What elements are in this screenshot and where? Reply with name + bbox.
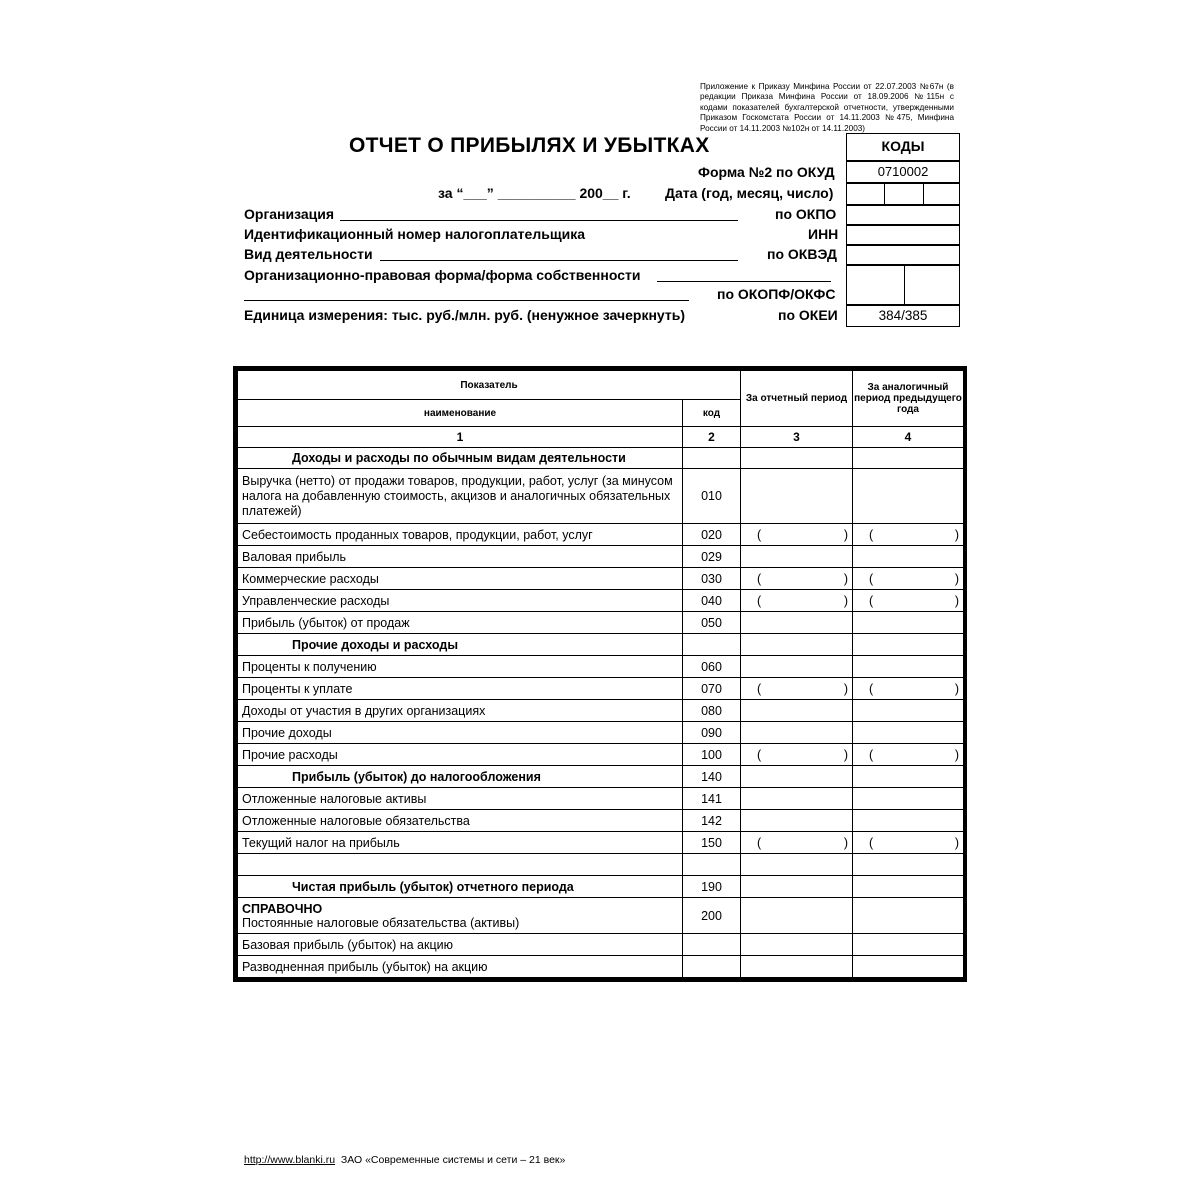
- row-name: Валовая прибыль: [238, 546, 683, 568]
- legal-form-label: Организационно-правовая форма/форма собственности: [244, 267, 641, 283]
- table-row: [238, 612, 964, 634]
- inn-full-label: Идентификационный номер налогоплательщика: [244, 226, 586, 242]
- form-title: ОТЧЕТ О ПРИБЫЛЯХ И УБЫТКАХ: [349, 134, 710, 157]
- previous-period-cell[interactable]: [853, 700, 964, 722]
- current-period-cell[interactable]: [741, 469, 853, 524]
- row-code: [683, 956, 741, 978]
- row-name: Себестоимость проданных товаров, продукции, работ, услуг: [238, 524, 683, 546]
- okopf-label: по ОКОПФ/ОКФС: [717, 286, 836, 302]
- previous-period-cell[interactable]: [853, 656, 964, 678]
- previous-period-cell[interactable]: [853, 448, 964, 469]
- current-period-cell[interactable]: [741, 546, 853, 568]
- row-code: 100: [683, 744, 741, 766]
- paren-open: (: [869, 527, 874, 542]
- code-header: код: [683, 400, 741, 427]
- previous-period-cell[interactable]: [853, 832, 964, 854]
- row-name: Проценты к уплате: [238, 678, 683, 700]
- period-line: за “___” __________ 200__ г.: [438, 185, 631, 201]
- table-row: [238, 722, 964, 744]
- current-period-cell[interactable]: [741, 766, 853, 788]
- paren-open: (: [869, 747, 874, 762]
- okopf-field[interactable]: [846, 265, 960, 305]
- paren-close: ): [843, 571, 848, 586]
- activity-label: Вид деятельности: [244, 246, 373, 262]
- previous-period-cell[interactable]: [853, 612, 964, 634]
- row-code: 060: [683, 656, 741, 678]
- table-row: [238, 956, 964, 978]
- row-name: Чистая прибыль (убыток) отчетного периода: [238, 876, 683, 898]
- row-name: Проценты к получению: [238, 656, 683, 678]
- inn-label: ИНН: [808, 226, 839, 242]
- previous-period-cell[interactable]: [853, 788, 964, 810]
- paren-close: ): [843, 747, 848, 762]
- previous-period-cell[interactable]: [853, 898, 964, 934]
- previous-period-cell[interactable]: [853, 469, 964, 524]
- okei-value: 384/385: [846, 305, 960, 327]
- previous-period-cell[interactable]: [853, 546, 964, 568]
- row-code: 150: [683, 832, 741, 854]
- current-period-cell[interactable]: [741, 956, 853, 978]
- table-row: [238, 744, 964, 766]
- table-row: [238, 524, 964, 546]
- date-field[interactable]: [846, 183, 960, 205]
- current-period-cell[interactable]: [741, 744, 853, 766]
- paren-close: ): [843, 681, 848, 696]
- row-name: Разводненная прибыль (убыток) на акцию: [238, 956, 683, 978]
- row-name: Прочие доходы и расходы: [238, 634, 683, 656]
- current-period-cell[interactable]: [741, 448, 853, 469]
- table-row: [238, 656, 964, 678]
- previous-period-cell[interactable]: [853, 744, 964, 766]
- table-row: [238, 700, 964, 722]
- row-name: Доходы от участия в других организациях: [238, 700, 683, 722]
- paren-open: (: [757, 527, 762, 542]
- paren-open: (: [757, 571, 762, 586]
- table-row: [238, 634, 964, 656]
- row-code: 070: [683, 678, 741, 700]
- row-name: Управленческие расходы: [238, 590, 683, 612]
- row-code: [683, 854, 741, 876]
- row-name: Отложенные налоговые обязательства: [238, 810, 683, 832]
- current-period-cell[interactable]: [741, 876, 853, 898]
- row-name: Прибыль (убыток) от продаж: [238, 612, 683, 634]
- appendix-note: Приложение к Приказу Минфина России от 22.07.2003 №67н (в редакции Приказа Минфина России от 18.09.2006 №115н с кодами показателей бухгалтерской отчетности, утвержденными Приказом Госкомстата России от 14.11.2003 №475, Минфина России от 14.11.2003 №102н от 14.11.2003): [700, 82, 954, 133]
- row-name: Отложенные налоговые активы: [238, 788, 683, 810]
- col-number: 1: [238, 427, 683, 448]
- table-row: [238, 448, 964, 469]
- row-code: 030: [683, 568, 741, 590]
- current-period-cell[interactable]: [741, 656, 853, 678]
- indicator-header: Показатель: [238, 371, 741, 400]
- row-code: 020: [683, 524, 741, 546]
- paren-close: ): [954, 835, 959, 850]
- previous-period-cell[interactable]: [853, 934, 964, 956]
- table-row: [238, 854, 964, 876]
- codes-header: КОДЫ: [846, 133, 960, 161]
- paren-close: ): [843, 527, 848, 542]
- row-name: Прибыль (убыток) до налогообложения: [238, 766, 683, 788]
- col-number: 4: [853, 427, 964, 448]
- okud-label: Форма №2 по ОКУД: [698, 164, 835, 180]
- previous-period-cell[interactable]: [853, 766, 964, 788]
- current-period-header: За отчетный период: [741, 371, 853, 427]
- footer-url[interactable]: http://www.blanki.ru: [244, 1154, 336, 1166]
- row-code: 140: [683, 766, 741, 788]
- current-period-cell[interactable]: [741, 832, 853, 854]
- col-number: 2: [683, 427, 741, 448]
- row-code: 142: [683, 810, 741, 832]
- row-code: [683, 634, 741, 656]
- report-table: [233, 366, 967, 982]
- row-name: [238, 898, 683, 934]
- unit-label: Единица измерения: тыс. руб./млн. руб. (ненужное зачеркнуть): [244, 307, 685, 323]
- table-row: [238, 766, 964, 788]
- row-code: 090: [683, 722, 741, 744]
- row-name: Прочие доходы: [238, 722, 683, 744]
- organization-label: Организация: [244, 206, 335, 222]
- table-row: [238, 678, 964, 700]
- okei-label: по ОКЕИ: [778, 307, 838, 323]
- activity-input-line[interactable]: [380, 260, 738, 261]
- paren-open: (: [757, 593, 762, 608]
- row-code: 190: [683, 876, 741, 898]
- previous-period-cell[interactable]: [853, 956, 964, 978]
- row-name: Базовая прибыль (убыток) на акцию: [238, 934, 683, 956]
- table-row: [238, 590, 964, 612]
- previous-period-cell[interactable]: [853, 810, 964, 832]
- current-period-cell[interactable]: [741, 612, 853, 634]
- previous-period-cell[interactable]: [853, 524, 964, 546]
- previous-period-cell[interactable]: [853, 568, 964, 590]
- row-name: Выручка (нетто) от продажи товаров, продукции, работ, услуг (за минусом налога на добавленную стоимость, акцизов и аналогичных обязательных платежей): [238, 469, 683, 524]
- table-row: [238, 788, 964, 810]
- table-row: [238, 568, 964, 590]
- row-code: 010: [683, 469, 741, 524]
- current-period-cell[interactable]: [741, 634, 853, 656]
- paren-open: (: [869, 571, 874, 586]
- table-row: [238, 546, 964, 568]
- current-period-cell[interactable]: [741, 898, 853, 934]
- table-row: [238, 810, 964, 832]
- paren-open: (: [757, 835, 762, 850]
- current-period-cell[interactable]: [741, 934, 853, 956]
- paren-close: ): [954, 571, 959, 586]
- date-label: Дата (год, месяц, число): [665, 185, 834, 201]
- table-row: [238, 898, 964, 934]
- paren-close: ): [954, 681, 959, 696]
- row-code: 200: [683, 898, 741, 934]
- footer-company: ЗАО «Современные системы и сети – 21 век»: [340, 1154, 566, 1166]
- paren-close: ): [954, 747, 959, 762]
- current-period-cell[interactable]: [741, 678, 853, 700]
- table-row: [238, 876, 964, 898]
- current-period-cell[interactable]: [741, 788, 853, 810]
- paren-open: (: [757, 681, 762, 696]
- row-code: 050: [683, 612, 741, 634]
- paren-open: (: [869, 681, 874, 696]
- paren-close: ): [954, 593, 959, 608]
- current-period-cell[interactable]: [741, 524, 853, 546]
- col-number: 3: [741, 427, 853, 448]
- paren-open: (: [869, 593, 874, 608]
- row-code: 141: [683, 788, 741, 810]
- paren-close: ): [843, 835, 848, 850]
- current-period-cell[interactable]: [741, 568, 853, 590]
- previous-period-cell[interactable]: [853, 590, 964, 612]
- table-row: [238, 934, 964, 956]
- okved-label: по ОКВЭД: [767, 246, 838, 262]
- previous-period-cell[interactable]: [853, 876, 964, 898]
- legal-form-input-line[interactable]: [657, 281, 831, 282]
- organization-input-line[interactable]: [340, 220, 738, 221]
- paren-open: (: [869, 835, 874, 850]
- row-name: Доходы и расходы по обычным видам деятельности: [238, 448, 683, 469]
- previous-period-header: За аналогичный период предыдущего года: [853, 371, 964, 427]
- paren-open: (: [757, 747, 762, 762]
- row-code: [683, 448, 741, 469]
- okpo-label: по ОКПО: [775, 206, 837, 222]
- row-name: Коммерческие расходы: [238, 568, 683, 590]
- current-period-cell[interactable]: [741, 854, 853, 876]
- row-name: Прочие расходы: [238, 744, 683, 766]
- okud-value: 0710002: [846, 161, 960, 183]
- previous-period-cell[interactable]: [853, 854, 964, 876]
- row-code: 080: [683, 700, 741, 722]
- row-name: Текущий налог на прибыль: [238, 832, 683, 854]
- paren-close: ): [954, 527, 959, 542]
- okved-field[interactable]: [846, 245, 960, 265]
- legal-form-input-line-2[interactable]: [244, 300, 689, 301]
- current-period-cell[interactable]: [741, 722, 853, 744]
- current-period-cell[interactable]: [741, 810, 853, 832]
- paren-close: ): [843, 593, 848, 608]
- row-name-title: СПРАВОЧНО: [242, 901, 323, 916]
- okpo-field[interactable]: [846, 205, 960, 225]
- inn-field[interactable]: [846, 225, 960, 245]
- row-name-sub: Постоянные налоговые обязательства (активы): [242, 915, 520, 930]
- footer: [244, 1154, 565, 1166]
- name-header: наименование: [238, 400, 683, 427]
- previous-period-cell[interactable]: [853, 678, 964, 700]
- table-row: [238, 469, 964, 524]
- current-period-cell[interactable]: [741, 700, 853, 722]
- table-row: [238, 832, 964, 854]
- current-period-cell[interactable]: [741, 590, 853, 612]
- row-code: [683, 934, 741, 956]
- previous-period-cell[interactable]: [853, 634, 964, 656]
- row-name: [238, 854, 683, 876]
- previous-period-cell[interactable]: [853, 722, 964, 744]
- row-code: 029: [683, 546, 741, 568]
- row-code: 040: [683, 590, 741, 612]
